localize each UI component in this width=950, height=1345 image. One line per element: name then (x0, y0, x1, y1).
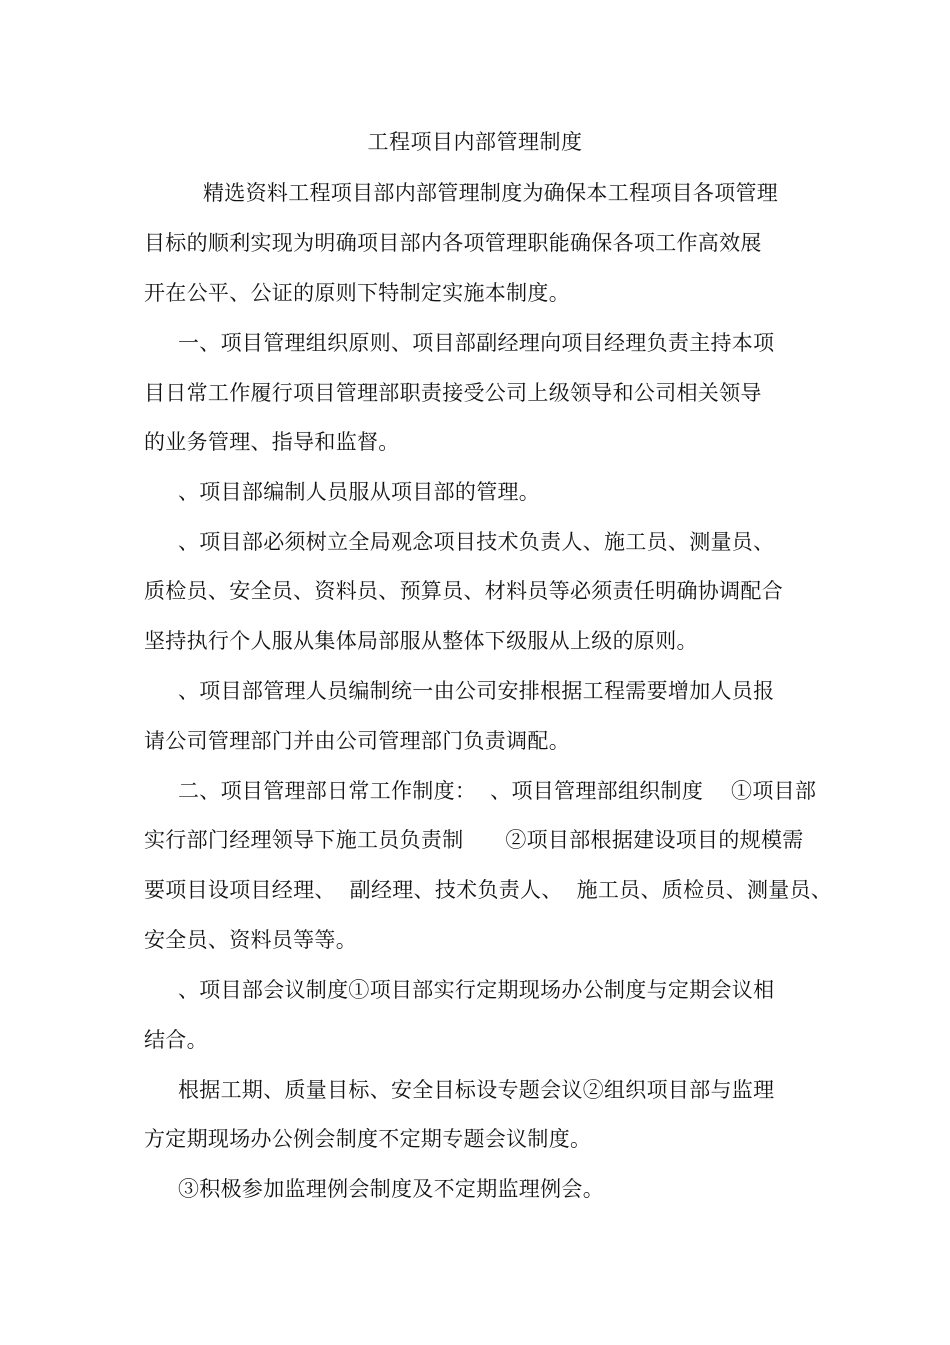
paragraph-line: 目标的顺利实现为明确项目部内各项管理职能确保各项工作高效展 (144, 231, 762, 255)
paragraph-line: 安全员、资料员等等。 (144, 928, 357, 952)
paragraph-line: 开在公平、公证的原则下特制定实施本制度。 (144, 281, 570, 305)
paragraph-line: 方定期现场办公例会制度不定期专题会议制度。 (144, 1127, 592, 1151)
paragraph-line: 实行部门经理领导下施工员负责制 ②项目部根据建设项目的规模需 (144, 828, 804, 852)
paragraph-line: ③积极参加监理例会制度及不定期监理例会。 (178, 1177, 604, 1201)
paragraph-line: 、项目部必须树立全局观念项目技术负责人、施工员、测量员、 (178, 530, 775, 554)
paragraph-line: 的业务管理、指导和监督。 (144, 430, 400, 454)
paragraph-line: 要项目设项目经理、 副经理、技术负责人、 施工员、质检员、测量员、 (144, 878, 833, 902)
paragraph-line: 二、项目管理部日常工作制度： 、项目管理部组织制度 ①项目部 (178, 779, 817, 803)
paragraph-line: 根据工期、质量目标、安全目标设专题会议②组织项目部与监理 (178, 1078, 775, 1102)
paragraph-line: 、项目部编制人员服从项目部的管理。 (178, 480, 541, 504)
document-title: 工程项目内部管理制度 (367, 130, 583, 154)
paragraph-line: 请公司管理部门并由公司管理部门负责调配。 (144, 729, 570, 753)
paragraph-line: 一、项目管理组织原则、项目部副经理向项目经理负责主持本项 (178, 331, 775, 355)
paragraph-line: 目日常工作履行项目管理部职责接受公司上级领导和公司相关领导 (144, 381, 762, 405)
paragraph-line: 、项目部会议制度①项目部实行定期现场办公制度与定期会议相 (178, 978, 775, 1002)
paragraph-line: 坚持执行个人服从集体局部服从整体下级服从上级的原则。 (144, 629, 698, 653)
paragraph-line: 质检员、安全员、资料员、预算员、材料员等必须责任明确协调配合 (144, 579, 783, 603)
paragraph-line: 结合。 (144, 1028, 208, 1052)
paragraph-line: 精选资料工程项目部内部管理制度为确保本工程项目各项管理 (203, 181, 779, 205)
paragraph-line: 、项目部管理人员编制统一由公司安排根据工程需要增加人员报 (178, 679, 775, 703)
